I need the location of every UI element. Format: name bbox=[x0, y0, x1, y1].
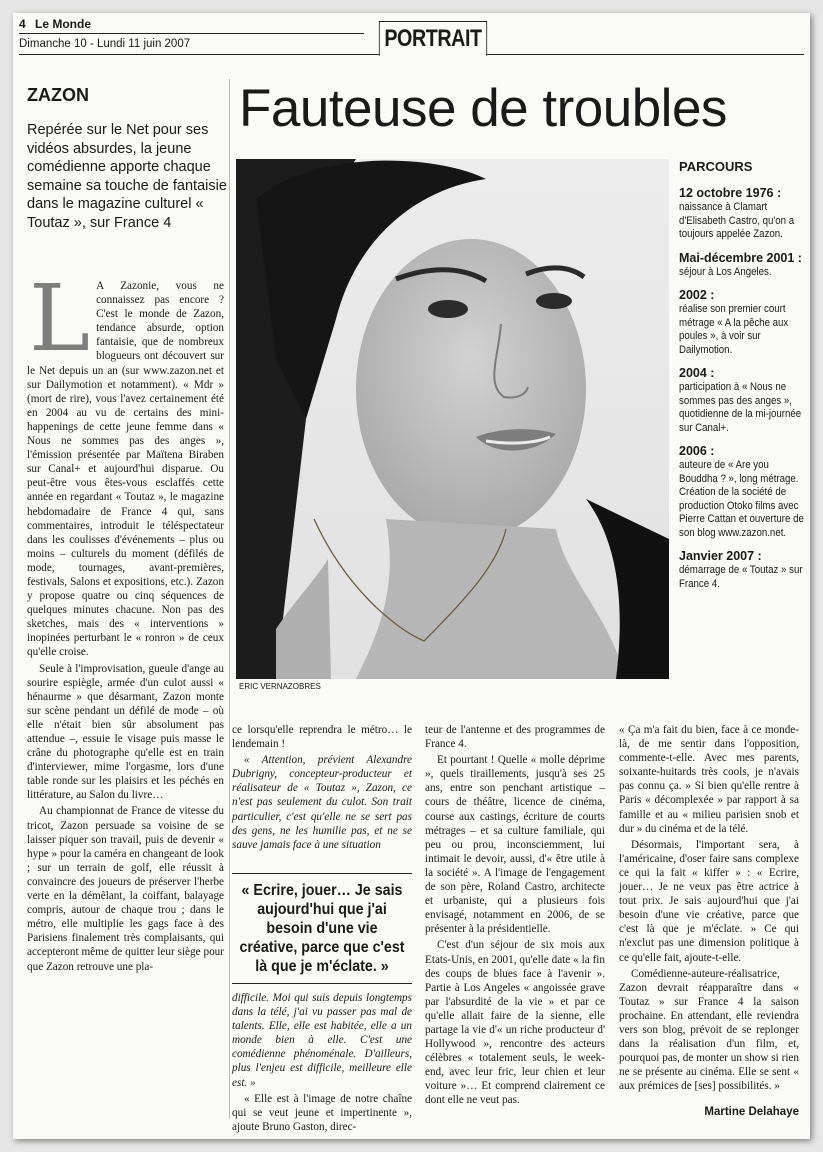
issue-date: Dimanche 10 - Lundi 11 juin 2007 bbox=[19, 38, 191, 50]
timeline-text: auteure de « Are you Bouddha ? », long métrage. Création de la société de production Otoko films avec Pierre Cattan et ouverture de son blog www.zazon.net. bbox=[679, 459, 804, 539]
timeline-text: naissance à Clamart d'Elisabeth Castro, qu'on a toujours appelée Zazon. bbox=[679, 201, 795, 240]
page-number: 4 bbox=[19, 17, 26, 31]
portrait-illustration bbox=[236, 159, 669, 679]
quote-rule-top bbox=[232, 873, 412, 874]
section-rubric: PORTRAIT bbox=[379, 21, 487, 56]
column-divider bbox=[229, 79, 230, 1119]
timeline-item bbox=[679, 288, 805, 357]
drop-cap: L bbox=[29, 265, 91, 372]
paragraph: teur de l'antenne et des programmes de France 4. bbox=[425, 724, 605, 751]
newspaper-name: Le Monde bbox=[35, 17, 91, 31]
sidebar-title: PARCOURS bbox=[679, 159, 753, 174]
timeline-item bbox=[679, 251, 805, 280]
timeline-date: 2006 : bbox=[679, 444, 715, 458]
paragraph: ce lorsqu'elle reprendra le métro… le lendemain ! bbox=[232, 724, 412, 751]
article-standfirst: Repérée sur le Net pour ses vidéos absurdes, la jeune comédienne apporte chaque semaine sa touche de fantaisie dans le magazine culturel « Toutaz », sur France 4 bbox=[27, 122, 227, 231]
timeline-date: Janvier 2007 : bbox=[679, 549, 762, 563]
timeline-text: démarrage de « Toutaz » sur France 4. bbox=[679, 564, 803, 590]
timeline-item bbox=[679, 186, 805, 242]
paragraph: Au championnat de France de vitesse du tricot, Zazon persuade sa voisine de se laisser piquer son travail, puis de devenir « hype » pour la caméra en changeant de look ; sur un terrain de golf, elle réussit à convaincre des joueurs de préserver l'herbe verte en la démêlant, la coiffant, balayage compris, autour de chaque trou ; dans le métro, elle multiplie les gags face à des Parisiens finalement très complaisants, qui accepteront même de quitter leur siège pour que Zazon retrouve une pla- bbox=[27, 805, 224, 973]
paragraph: « Elle est à l'image de notre chaîne qui se veut jeune et impertinente », ajoute Bruno Gaston, direc- bbox=[232, 1092, 412, 1133]
paragraph: « Attention, prévient Alexandre Dubrigny, concepteur-producteur et réalisateur de « Toutaz », Zazon, ce n'est pas seulement du culot. Son trait particulier, c'est qu'elle ne se sert pas des gens, ne les humilie pas, et ne se sauve jamais face à une situation bbox=[232, 754, 412, 851]
article-column-2-continued bbox=[232, 991, 412, 1134]
paragraph: Et pourtant ! Quelle « molle déprime », quels tiraillements, jusqu'à ses 25 ans, entre son penchant artistique – cours de théâtre, licence de cinéma, course aux castings, écriture de courts métrages – et sa culture familiale, qui peu ou prou, inconsciemment, lui intimait le devoir, aussi, d'« être utile à la société ». A l'image de l'engagement de son père, Roland Castro, architecte et urbaniste, qui a plusieurs fois envisagé, notamment en 2006, de se présenter à la présidentielle. bbox=[425, 754, 605, 936]
portrait-photo bbox=[236, 159, 669, 679]
paragraph: Désormais, l'important sera, à l'américaine, d'oser faire sans complexe ce qui la fait « kiffer » : « Ecrire, jouer… Je ne veux pas être actrice à tout prix. Je sais aujourd'hui que j'ai besoin d'une vie créative, parce que c'est là que je m'éclate. » Ce qui n'exclut pas une dimension politique à ce qu'elle fait, ajoute-t-elle. bbox=[619, 838, 799, 964]
paragraph: C'est d'un séjour de six mois aux Etats-Unis, en 2001, qu'elle date « la fin des coups de blues face à l'avenir ». Partie à Los Angeles « angoissée grave par l'absurdité de la vie » et par ce qu'elle allait faire de la sienne, elle partage la vie d'« un riche producteur d' Hollywood », rencontre des acteurs célèbres « totalement seuls, le week-end, avec leur fric, leur chien et leur voiture »… Et comprend clairement ce dont elle ne veut pas. bbox=[425, 939, 605, 1107]
photo-credit: ERIC VERNAZOBRES bbox=[239, 682, 321, 691]
paragraph: Comédienne-auteure-réalisatrice, Zazon devrait réapparaître dans « Toutaz » sur France 4 la saison prochaine. En attendant, elle reviendra vers son blog, prévoit de se replonger dans la réalisation d'un film, et, pourquoi pas, de monter un show si rien ne se présente au cinéma. Elle se sent « aux prémices de [ses] possibilités. » bbox=[619, 967, 799, 1093]
timeline-item bbox=[679, 444, 805, 540]
timeline-text: réalise son premier court métrage « A la pêche aux poules », à voir sur Dailymotion. bbox=[679, 303, 789, 356]
article-byline: Martine Delahaye bbox=[704, 1106, 799, 1118]
masthead-rule-top bbox=[19, 33, 364, 34]
timeline-item bbox=[679, 366, 805, 435]
timeline-date: 12 octobre 1976 : bbox=[679, 186, 782, 200]
pull-quote: « Ecrire, jouer… Je sais aujourd'hui que j'ai besoin d'une vie créative, parce que c'est là que je m'éclate. » bbox=[239, 882, 405, 975]
timeline-text: participation à « Nous ne sommes pas des anges », quotidienne de la mi-journée sur Canal+. bbox=[679, 381, 802, 434]
article-kicker: ZAZON bbox=[27, 85, 89, 105]
timeline-date: Mai-décembre 2001 : bbox=[679, 250, 802, 265]
article-column-4 bbox=[619, 723, 799, 1093]
timeline-date: 2004 : bbox=[679, 366, 715, 380]
sidebar-parcours bbox=[679, 159, 805, 600]
newspaper-page bbox=[13, 13, 810, 1139]
paragraph: difficile. Moi qui suis depuis longtemps dans la télé, j'ai vu passer pas mal de talents. Elle, elle est habitée, elle a un monde bien à elle. C'est une comédienne phénoménale. D'ailleurs, plus l'enjeu est difficile, meilleure elle est. » bbox=[232, 992, 412, 1089]
article-column-2 bbox=[232, 723, 412, 852]
paragraph: A Zazonie, vous ne connaissez pas encore ? C'est le monde de Zazon, tendance absurde, option fantaisie, que de nombreux blogueurs ont découvert sur le Net depuis un an (sur www.zazon.net et sur Dailymotion et notamment). « Mdr » (mort de rire), vous l'avez certainement été en 2004 au vu de certains des mini-happenings de cette jeune femme dans « Nous ne sommes pas des anges », l'émission présentée par Maïtena Biraben sur Canal+ et aujourd'hui disparue. Ou peut-être vous êtes-vous esclaffés cette année en regardant « Toutaz », le magazine hebdomadaire de France 4 qui, sans commentaires, introduit le téléspectateur dans les coulisses d'événements – plus ou moins – culturels du moment (défilés de mode, tournages, avant-premières, festivals, Salons et expositions, etc.). Zazon y propose quatre ou cinq séquences de quelques minutes chacune. Non pas des sketches, mais des « interventions » inopinées perturbant le « ronron » de ceux qu'elle croise. bbox=[27, 280, 224, 659]
timeline-date: 2002 : bbox=[679, 288, 715, 302]
article-column-3 bbox=[425, 723, 605, 1108]
article-headline: Fauteuse de troubles bbox=[239, 79, 727, 138]
paragraph: « Ça m'a fait du bien, face à ce monde-là, de me sentir dans l'opposition, commente-t-elle. Avec mes parents, soixante-huitards très cools, je n'avais pas connu ça. » Si bien qu'elle rentre à Paris « décomplexée » par rapport à sa famille et au « milieu parisien snob et dur » du cinéma et de la télé. bbox=[619, 724, 799, 835]
quote-rule-bottom bbox=[232, 983, 412, 984]
paragraph: Seule à l'improvisation, gueule d'ange au sourire espiègle, armée d'un culot aussi « hénaurme » que désarmant, Zazon monte sur scène pendant un défilé de mode – où elle n'était bien sûr absolument pas attendue –, essuie le visage puis masse le crâne du photographe qu'elle est en train d'interviewer, mime l'orgasme, lors d'une table ronde sur les plaisirs et les péchés en littérature, au Salon du livre… bbox=[27, 662, 224, 802]
timeline-text: séjour à Los Angeles. bbox=[679, 265, 772, 278]
timeline-item bbox=[679, 549, 805, 591]
article-column-1 bbox=[27, 265, 224, 974]
